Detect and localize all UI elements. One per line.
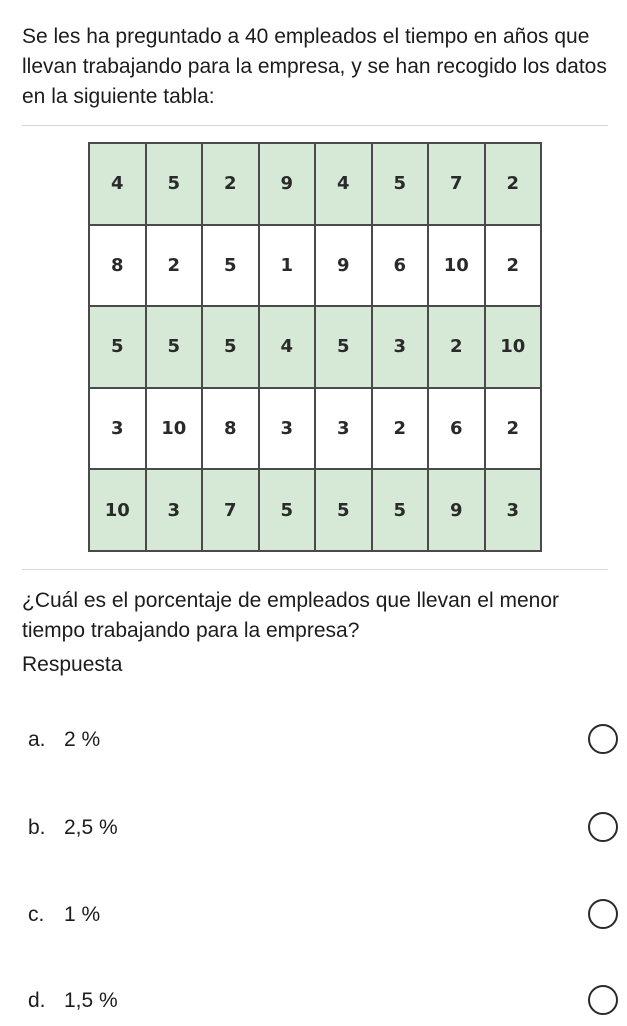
table-cell: 9 xyxy=(428,469,485,551)
table-cell: 3 xyxy=(146,469,203,551)
table-cell: 3 xyxy=(372,306,429,388)
table-cell: 2 xyxy=(372,388,429,470)
option-letter: c. xyxy=(28,903,45,926)
table-cell: 4 xyxy=(315,143,372,225)
table-cell: 4 xyxy=(89,143,146,225)
option-text: 2,5 % xyxy=(64,816,118,839)
table-cell: 3 xyxy=(89,388,146,470)
option-text: 2 % xyxy=(64,728,101,751)
table-row xyxy=(89,143,541,225)
table-cell: 10 xyxy=(428,225,485,307)
table-cell: 10 xyxy=(485,306,542,388)
table-cell: 6 xyxy=(372,225,429,307)
table-cell: 10 xyxy=(89,469,146,551)
option-letter: a. xyxy=(28,728,46,751)
table-cell: 2 xyxy=(485,225,542,307)
table-cell: 5 xyxy=(146,143,203,225)
table-cell: 5 xyxy=(315,306,372,388)
table-cell: 8 xyxy=(202,388,259,470)
table-cell: 10 xyxy=(146,388,203,470)
table-cell: 5 xyxy=(315,469,372,551)
option-letter: b. xyxy=(28,816,46,839)
table-cell: 7 xyxy=(428,143,485,225)
option-c[interactable] xyxy=(0,890,627,940)
table-cell: 3 xyxy=(485,469,542,551)
table-cell: 7 xyxy=(202,469,259,551)
table-cell: 4 xyxy=(259,306,316,388)
divider-top xyxy=(22,125,608,126)
answer-label: Respuesta xyxy=(22,653,123,676)
divider-bottom xyxy=(22,569,608,570)
option-d[interactable] xyxy=(0,976,627,1026)
table-cell: 1 xyxy=(259,225,316,307)
radio-unchecked-icon[interactable] xyxy=(588,812,618,842)
table-cell: 5 xyxy=(202,225,259,307)
radio-unchecked-icon[interactable] xyxy=(588,899,618,929)
question-text: ¿Cuál es el porcentaje de empleados que llevan el menor tiempo trabajando para la empresa? xyxy=(22,589,559,642)
table-cell: 5 xyxy=(89,306,146,388)
intro-text: Se les ha preguntado a 40 empleados el tiempo en años que llevan trabajando para la empresa, y se han recogido los datos en la siguiente tabla: xyxy=(22,25,607,108)
table-cell: 3 xyxy=(259,388,316,470)
table-cell: 5 xyxy=(146,306,203,388)
option-a[interactable] xyxy=(0,715,627,765)
radio-unchecked-icon[interactable] xyxy=(588,985,618,1015)
table-cell: 5 xyxy=(372,143,429,225)
table-row xyxy=(89,225,541,307)
table-cell: 2 xyxy=(485,388,542,470)
table-cell: 5 xyxy=(259,469,316,551)
table-cell: 2 xyxy=(202,143,259,225)
option-text: 1,5 % xyxy=(64,989,118,1012)
table-cell: 6 xyxy=(428,388,485,470)
radio-unchecked-icon[interactable] xyxy=(588,724,618,754)
table-cell: 5 xyxy=(202,306,259,388)
table-row xyxy=(89,388,541,470)
table-row xyxy=(89,469,541,551)
table-cell: 9 xyxy=(259,143,316,225)
table-cell: 2 xyxy=(428,306,485,388)
option-text: 1 % xyxy=(64,903,101,926)
data-table xyxy=(88,142,542,552)
table-cell: 8 xyxy=(89,225,146,307)
option-b[interactable] xyxy=(0,803,627,853)
table-cell: 2 xyxy=(485,143,542,225)
table-cell: 2 xyxy=(146,225,203,307)
table-cell: 9 xyxy=(315,225,372,307)
table-cell: 5 xyxy=(372,469,429,551)
option-letter: d. xyxy=(28,989,46,1012)
table-cell: 3 xyxy=(315,388,372,470)
table-row xyxy=(89,306,541,388)
